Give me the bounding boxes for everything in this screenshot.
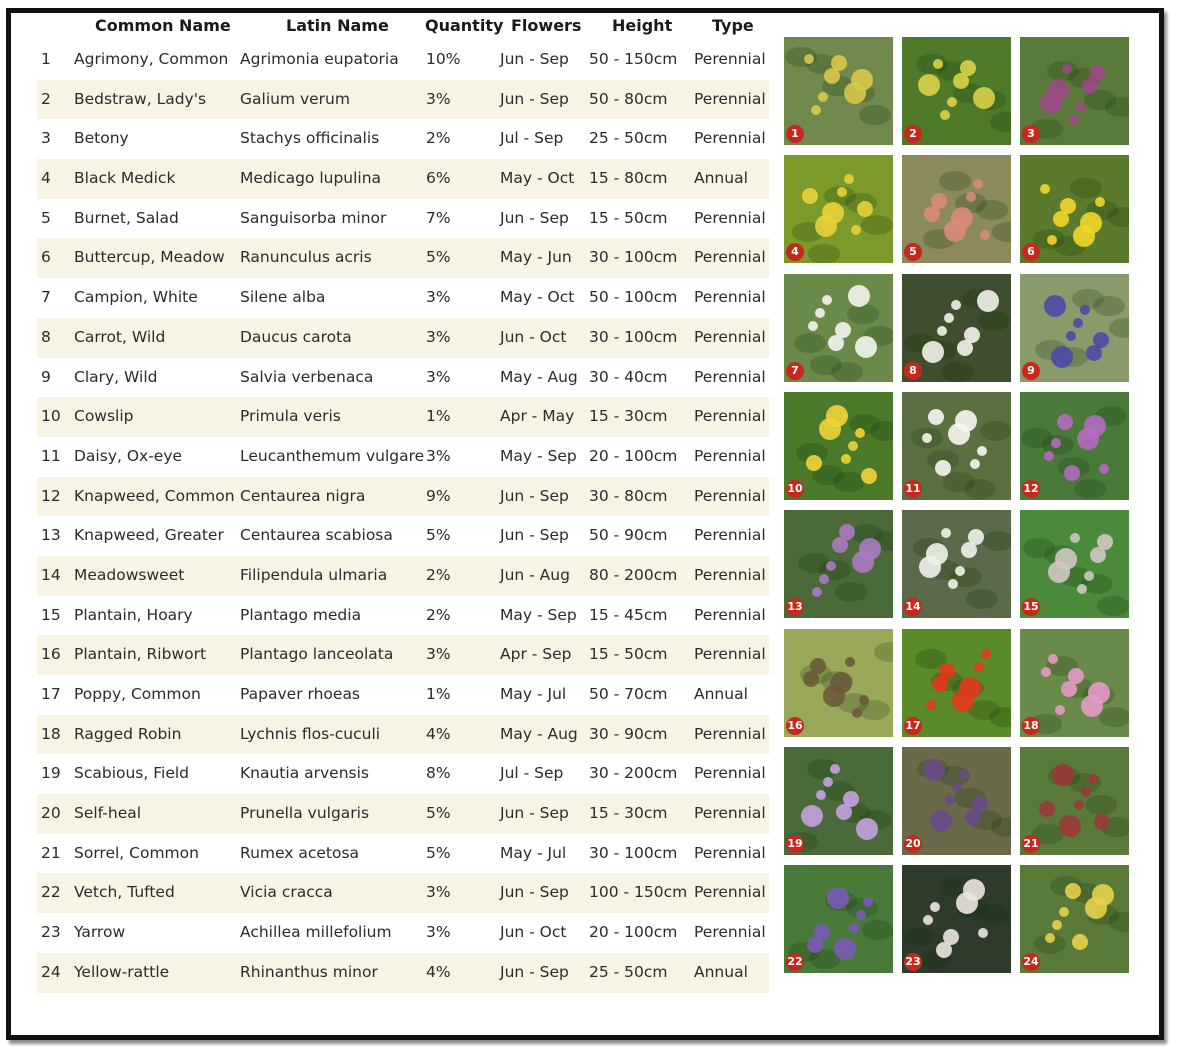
plant-type-cell: Perennial	[694, 89, 766, 108]
species-table	[37, 40, 769, 993]
plant-type-cell: Perennial	[694, 565, 766, 584]
plant-type-cell: Perennial	[694, 446, 766, 465]
common-name-cell: Plantain, Ribwort	[74, 645, 207, 664]
latin-name-cell: Plantago lanceolata	[240, 645, 394, 664]
common-name-cell: Daisy, Ox-eye	[74, 446, 183, 465]
photo-number-badge: 5	[904, 243, 922, 261]
common-name-cell: Cowslip	[74, 407, 134, 426]
flower-photo	[902, 865, 1011, 973]
header-type: Type	[712, 16, 754, 35]
plant-type-cell: Perennial	[694, 605, 766, 624]
header-latin-name: Latin Name	[286, 16, 389, 35]
latin-name-cell: Prunella vulgaris	[240, 804, 370, 823]
latin-name-cell: Plantago media	[240, 605, 362, 624]
row-number-cell: 24	[41, 962, 61, 981]
table-row	[37, 238, 769, 278]
height-cell: 20 - 100cm	[589, 446, 678, 465]
common-name-cell: Carrot, Wild	[74, 327, 166, 346]
flowering-period-cell: Jun - Sep	[500, 89, 569, 108]
flowering-period-cell: Jun - Aug	[500, 565, 570, 584]
flower-photo	[902, 747, 1011, 855]
table-row	[37, 119, 769, 159]
photo-number-badge: 19	[786, 835, 804, 853]
row-number-cell: 8	[41, 327, 51, 346]
flower-photo	[784, 274, 893, 382]
quantity-cell: 5%	[426, 526, 451, 545]
flower-photo	[902, 629, 1011, 737]
height-cell: 30 - 200cm	[589, 764, 678, 783]
row-number-cell: 11	[41, 446, 61, 465]
flowering-period-cell: May - Aug	[500, 724, 578, 743]
flowering-period-cell: Jun - Sep	[500, 208, 569, 227]
flower-photo	[1020, 747, 1129, 855]
flowering-period-cell: Jul - Sep	[500, 764, 564, 783]
photo-number-badge: 13	[786, 598, 804, 616]
flowering-period-cell: Apr - May	[500, 407, 575, 426]
row-number-cell: 22	[41, 883, 61, 902]
quantity-cell: 3%	[426, 288, 451, 307]
plant-type-cell: Perennial	[694, 248, 766, 267]
common-name-cell: Meadowsweet	[74, 565, 185, 584]
plant-type-cell: Perennial	[694, 208, 766, 227]
plant-type-cell: Annual	[694, 685, 748, 703]
height-cell: 15 - 45cm	[589, 605, 668, 624]
latin-name-cell: Filipendula ulmaria	[240, 565, 388, 584]
row-number-cell: 7	[41, 288, 51, 307]
flowering-period-cell: Jun - Sep	[500, 526, 569, 545]
quantity-cell: 3%	[426, 923, 451, 942]
height-cell: 80 - 200cm	[589, 565, 678, 584]
height-cell: 15 - 80cm	[589, 169, 668, 188]
header-common-name: Common Name	[95, 16, 231, 35]
latin-name-cell: Silene alba	[240, 288, 326, 307]
table-row	[37, 834, 769, 874]
flowering-period-cell: Jul - Sep	[500, 129, 564, 148]
flowering-period-cell: Jun - Oct	[500, 923, 567, 942]
row-number-cell: 17	[41, 685, 61, 703]
flower-photo	[1020, 274, 1129, 382]
height-cell: 20 - 100cm	[589, 923, 678, 942]
flowering-period-cell: Apr - Sep	[500, 645, 572, 664]
quantity-cell: 4%	[426, 724, 451, 743]
table-row	[37, 278, 769, 318]
table-row	[37, 397, 769, 437]
latin-name-cell: Lychnis flos-cuculi	[240, 724, 381, 743]
table-row	[37, 40, 769, 80]
quantity-cell: 3%	[426, 367, 451, 386]
height-cell: 25 - 50cm	[589, 129, 668, 148]
height-cell: 100 - 150cm	[589, 883, 688, 902]
table-row	[37, 199, 769, 239]
row-number-cell: 23	[41, 923, 61, 942]
latin-name-cell: Centaurea scabiosa	[240, 526, 393, 545]
flower-photo	[784, 510, 893, 618]
latin-name-cell: Achillea millefolium	[240, 923, 392, 942]
common-name-cell: Black Medick	[74, 169, 176, 188]
height-cell: 50 - 100cm	[589, 288, 678, 307]
height-cell: 50 - 70cm	[589, 685, 668, 703]
plant-type-cell: Perennial	[694, 407, 766, 426]
flower-photo	[784, 747, 893, 855]
height-cell: 15 - 50cm	[589, 645, 668, 664]
plant-type-cell: Perennial	[694, 843, 766, 862]
plant-type-cell: Perennial	[694, 804, 766, 823]
plant-type-cell: Perennial	[694, 288, 766, 307]
height-cell: 50 - 80cm	[589, 89, 668, 108]
flowering-period-cell: May - Jul	[500, 843, 567, 862]
plant-type-cell: Perennial	[694, 526, 766, 545]
common-name-cell: Plantain, Hoary	[74, 605, 193, 624]
plant-type-cell: Perennial	[694, 327, 766, 346]
photo-number-badge: 3	[1022, 125, 1040, 143]
row-number-cell: 12	[41, 486, 61, 505]
row-number-cell: 18	[41, 724, 61, 743]
table-row	[37, 873, 769, 913]
photo-number-badge: 12	[1022, 480, 1040, 498]
table-row	[37, 159, 769, 199]
photo-number-badge: 2	[904, 125, 922, 143]
latin-name-cell: Leucanthemum vulgare	[240, 446, 425, 465]
plant-type-cell: Perennial	[694, 645, 766, 664]
height-cell: 30 - 100cm	[589, 248, 678, 267]
common-name-cell: Buttercup, Meadow	[74, 248, 225, 267]
header-quantity: Quantity	[425, 16, 504, 35]
flowering-period-cell: Jun - Sep	[500, 50, 569, 68]
table-row	[37, 556, 769, 596]
latin-name-cell: Knautia arvensis	[240, 764, 369, 783]
flower-photo	[784, 629, 893, 737]
table-row	[37, 715, 769, 755]
flower-photo	[902, 37, 1011, 145]
latin-name-cell: Primula veris	[240, 407, 341, 426]
common-name-cell: Knapweed, Common	[74, 486, 235, 505]
flower-photo	[1020, 510, 1129, 618]
latin-name-cell: Stachys officinalis	[240, 129, 380, 148]
common-name-cell: Sorrel, Common	[74, 843, 199, 862]
latin-name-cell: Rhinanthus minor	[240, 962, 378, 981]
plant-type-cell: Perennial	[694, 883, 766, 902]
row-number-cell: 10	[41, 407, 61, 426]
height-cell: 30 - 100cm	[589, 843, 678, 862]
height-cell: 30 - 80cm	[589, 486, 668, 505]
flowering-period-cell: May - Oct	[500, 169, 575, 188]
flower-photo	[784, 37, 893, 145]
latin-name-cell: Agrimonia eupatoria	[240, 50, 399, 68]
flower-photo	[784, 865, 893, 973]
latin-name-cell: Daucus carota	[240, 327, 352, 346]
table-row	[37, 913, 769, 953]
height-cell: 30 - 90cm	[589, 724, 668, 743]
height-cell: 30 - 100cm	[589, 327, 678, 346]
table-row	[37, 754, 769, 794]
photo-number-badge: 17	[904, 717, 922, 735]
photo-number-badge: 1	[786, 125, 804, 143]
flowering-period-cell: Jun - Oct	[500, 327, 567, 346]
table-row	[37, 635, 769, 675]
quantity-cell: 6%	[426, 169, 451, 188]
plant-type-cell: Perennial	[694, 724, 766, 743]
row-number-cell: 5	[41, 208, 51, 227]
header-height: Height	[612, 16, 673, 35]
photo-number-badge: 10	[786, 480, 804, 498]
plant-type-cell: Perennial	[694, 50, 766, 68]
latin-name-cell: Galium verum	[240, 89, 350, 108]
row-number-cell: 15	[41, 605, 61, 624]
table-row	[37, 953, 769, 993]
table-row	[37, 437, 769, 477]
flowering-period-cell: May - Jul	[500, 685, 567, 703]
common-name-cell: Self-heal	[74, 804, 142, 823]
table-row	[37, 516, 769, 556]
flowering-period-cell: May - Sep	[500, 605, 577, 624]
header-flowers: Flowers	[511, 16, 582, 35]
photo-number-badge: 9	[1022, 362, 1040, 380]
latin-name-cell: Sanguisorba minor	[240, 208, 387, 227]
row-number-cell: 1	[41, 50, 51, 68]
table-row	[37, 80, 769, 120]
common-name-cell: Burnet, Salad	[74, 208, 179, 227]
row-number-cell: 3	[41, 129, 51, 148]
row-number-cell: 2	[41, 89, 51, 108]
flowering-period-cell: Jun - Sep	[500, 962, 569, 981]
flowering-period-cell: Jun - Sep	[500, 804, 569, 823]
plant-type-cell: Annual	[694, 962, 748, 981]
quantity-cell: 1%	[426, 407, 451, 426]
quantity-cell: 3%	[426, 883, 451, 902]
flower-photo	[902, 510, 1011, 618]
height-cell: 15 - 50cm	[589, 208, 668, 227]
row-number-cell: 20	[41, 804, 61, 823]
row-number-cell: 9	[41, 367, 51, 386]
quantity-cell: 3%	[426, 327, 451, 346]
row-number-cell: 6	[41, 248, 51, 267]
quantity-cell: 4%	[426, 962, 451, 981]
height-cell: 25 - 50cm	[589, 962, 668, 981]
quantity-cell: 9%	[426, 486, 451, 505]
quantity-cell: 2%	[426, 565, 451, 584]
row-number-cell: 4	[41, 169, 51, 188]
flower-photo	[1020, 865, 1129, 973]
flower-photo	[1020, 155, 1129, 263]
common-name-cell: Agrimony, Common	[74, 50, 229, 68]
plant-type-cell: Perennial	[694, 129, 766, 148]
flower-photo	[902, 155, 1011, 263]
photo-number-badge: 6	[1022, 243, 1040, 261]
quantity-cell: 8%	[426, 764, 451, 783]
height-cell: 50 - 150cm	[589, 50, 678, 68]
plant-type-cell: Perennial	[694, 486, 766, 505]
height-cell: 15 - 30cm	[589, 804, 668, 823]
quantity-cell: 2%	[426, 605, 451, 624]
flower-photo	[784, 155, 893, 263]
photo-number-badge: 15	[1022, 598, 1040, 616]
flower-photo	[1020, 37, 1129, 145]
flowering-period-cell: Jun - Sep	[500, 883, 569, 902]
quantity-cell: 1%	[426, 685, 451, 703]
flowering-period-cell: May - Aug	[500, 367, 578, 386]
flowering-period-cell: May - Oct	[500, 288, 575, 307]
plant-type-cell: Perennial	[694, 764, 766, 783]
photo-number-badge: 18	[1022, 717, 1040, 735]
table-row	[37, 318, 769, 358]
flowering-period-cell: May - Sep	[500, 446, 577, 465]
photo-number-badge: 21	[1022, 835, 1040, 853]
photo-number-badge: 20	[904, 835, 922, 853]
photo-number-badge: 16	[786, 717, 804, 735]
height-cell: 15 - 30cm	[589, 407, 668, 426]
row-number-cell: 19	[41, 764, 61, 783]
quantity-cell: 5%	[426, 248, 451, 267]
latin-name-cell: Vicia cracca	[240, 883, 333, 902]
common-name-cell: Yellow-rattle	[74, 962, 170, 981]
quantity-cell: 3%	[426, 89, 451, 108]
photo-number-badge: 8	[904, 362, 922, 380]
photo-number-badge: 24	[1022, 953, 1040, 971]
flower-photo	[784, 392, 893, 500]
table-row	[37, 358, 769, 398]
row-number-cell: 16	[41, 645, 61, 664]
quantity-cell: 2%	[426, 129, 451, 148]
row-number-cell: 21	[41, 843, 61, 862]
table-row	[37, 596, 769, 636]
height-cell: 50 - 90cm	[589, 526, 668, 545]
plant-type-cell: Perennial	[694, 367, 766, 386]
photo-number-badge: 14	[904, 598, 922, 616]
flowering-period-cell: May - Jun	[500, 248, 572, 267]
flower-photo	[902, 392, 1011, 500]
quantity-cell: 3%	[426, 645, 451, 664]
latin-name-cell: Medicago lupulina	[240, 169, 382, 188]
photo-number-badge: 22	[786, 953, 804, 971]
flower-photo	[902, 274, 1011, 382]
quantity-cell: 5%	[426, 843, 451, 862]
photo-number-badge: 4	[786, 243, 804, 261]
plant-type-cell: Perennial	[694, 923, 766, 942]
flowering-period-cell: Jun - Sep	[500, 486, 569, 505]
latin-name-cell: Ranunculus acris	[240, 248, 372, 267]
height-cell: 30 - 40cm	[589, 367, 668, 386]
row-number-cell: 14	[41, 565, 61, 584]
common-name-cell: Vetch, Tufted	[74, 883, 175, 902]
common-name-cell: Poppy, Common	[74, 685, 201, 703]
common-name-cell: Campion, White	[74, 288, 198, 307]
latin-name-cell: Centaurea nigra	[240, 486, 366, 505]
quantity-cell: 5%	[426, 804, 451, 823]
plant-type-cell: Annual	[694, 169, 748, 188]
quantity-cell: 3%	[426, 446, 451, 465]
table-row	[37, 794, 769, 834]
flower-photo	[1020, 392, 1129, 500]
common-name-cell: Ragged Robin	[74, 724, 182, 743]
latin-name-cell: Papaver rhoeas	[240, 685, 361, 703]
table-row	[37, 477, 769, 517]
common-name-cell: Clary, Wild	[74, 367, 158, 386]
quantity-cell: 7%	[426, 208, 451, 227]
latin-name-cell: Salvia verbenaca	[240, 367, 374, 386]
common-name-cell: Bedstraw, Lady's	[74, 89, 207, 108]
flower-photo	[1020, 629, 1129, 737]
photo-number-badge: 11	[904, 480, 922, 498]
common-name-cell: Yarrow	[74, 923, 126, 942]
table-row	[37, 675, 769, 715]
common-name-cell: Knapweed, Greater	[74, 526, 224, 545]
quantity-cell: 10%	[426, 50, 461, 68]
common-name-cell: Scabious, Field	[74, 764, 190, 783]
photo-number-badge: 7	[786, 362, 804, 380]
row-number-cell: 13	[41, 526, 61, 545]
photo-number-badge: 23	[904, 953, 922, 971]
common-name-cell: Betony	[74, 129, 129, 148]
latin-name-cell: Rumex acetosa	[240, 843, 360, 862]
